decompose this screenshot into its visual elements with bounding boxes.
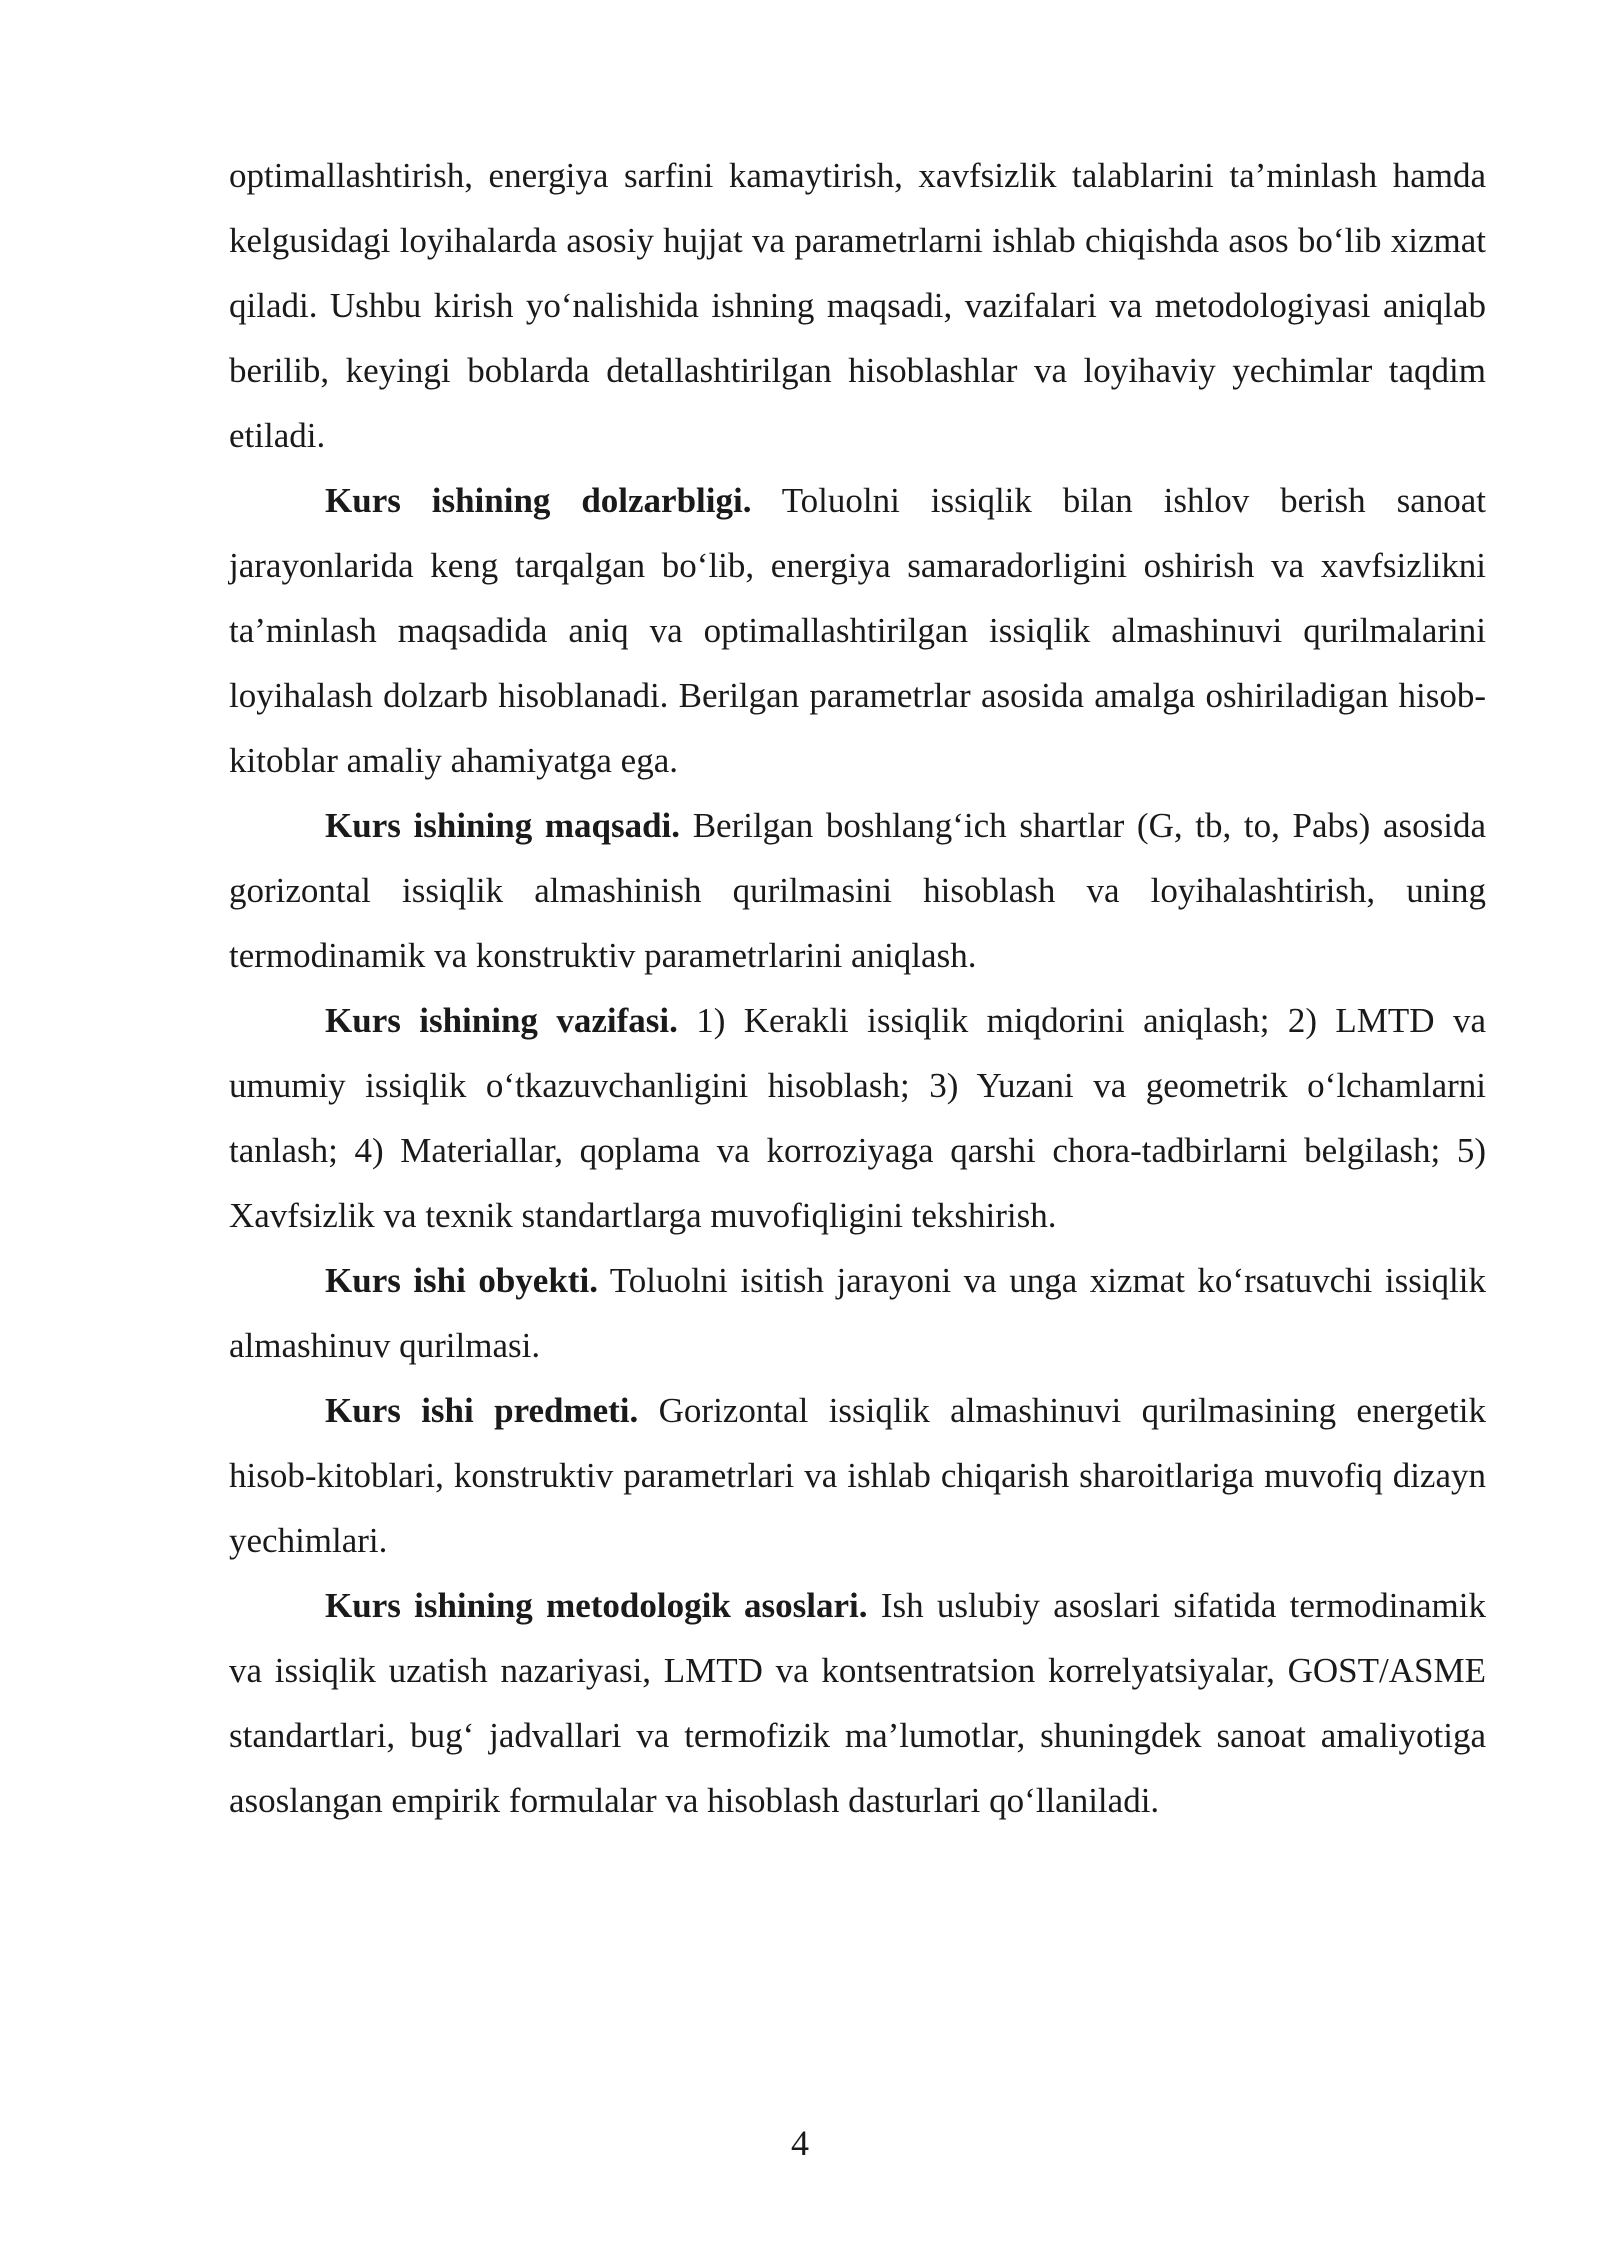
paragraph-heading: Kurs ishining maqsadi. xyxy=(325,806,681,845)
paragraph-text: Ish uslubiy asoslari sifatida termodinamik va issiqlik uzatish nazariyasi, LMTD va kontsentratsion korrelyatsiyalar, GOST/ASME standartlari, bug‘ jadvallari va termofizik ma’lumotlar, shuningdek sanoat amaliyotiga asoslangan empirik formulalar va hisoblash dasturlari qo‘llaniladi. xyxy=(229,1586,1487,1820)
paragraph-heading: Kurs ishining metodologik asoslari. xyxy=(325,1586,868,1625)
page-body xyxy=(229,143,1486,1833)
paragraph-subject xyxy=(229,1378,1486,1573)
paragraph-text: optimallashtirish, energiya sarfini kamaytirish, xavfsizlik talablarini ta’minlash hamda kelgusidagi loyihalarda asosiy hujjat va parametrlarni ishlab chiqishda asos bo‘lib xizmat qiladi. Ushbu kirish yo‘nalishida ishning maqsadi, vazifalari va metodologiyasi aniqlab berilib, keyingi boblarda detallashtirilgan hisoblashlar va loyihaviy yechimlar taqdim etiladi. xyxy=(229,156,1486,455)
paragraph-tasks xyxy=(229,988,1486,1248)
paragraph-heading: Kurs ishining dolzarbligi. xyxy=(325,481,752,520)
paragraph-text: Berilgan boshlang‘ich shartlar (G, tb, to, Pabs) asosida gorizontal issiqlik almashinish qurilmasini hisoblash va loyihalashtirish, uning termodinamik va konstruktiv parametrlarini aniqlash. xyxy=(229,806,1486,975)
paragraph-relevance xyxy=(229,468,1486,793)
paragraph-text: 1) Kerakli issiqlik miqdorini aniqlash; 2) LMTD va umumiy issiqlik o‘tkazuvchanligini hisoblash; 3) Yuzani va geometrik o‘lchamlarni tanlash; 4) Materiallar, qoplama va korroziyaga qarshi chora-tadbirlarni belgilash; 5) Xavfsizlik va texnik standartlarga muvofiqligini tekshirish. xyxy=(229,1001,1486,1235)
paragraph-intro-continuation xyxy=(229,143,1486,468)
paragraph-text: Gorizontal issiqlik almashinuvi qurilmasining energetik hisob-kitoblari, konstruktiv parametrlari va ishlab chiqarish sharoitlariga muvofiq dizayn yechimlari. xyxy=(229,1391,1486,1560)
paragraph-text: Toluolni isitish jarayoni va unga xizmat ko‘rsatuvchi issiqlik almashinuv qurilmasi. xyxy=(229,1261,1486,1365)
paragraph-heading: Kurs ishining vazifasi. xyxy=(325,1001,678,1040)
paragraph-methodology xyxy=(229,1573,1486,1833)
paragraph-text: Toluolni issiqlik bilan ishlov berish sanoat jarayonlarida keng tarqalgan bo‘lib, energiya samaradorligini oshirish va xavfsizlikni ta’minlash maqsadida aniq va optimallashtirilgan issiqlik almashinuvi qurilmalarini loyihalash dolzarb hisoblanadi. Berilgan parametrlar asosida amalga oshiriladigan hisob-kitoblar amaliy ahamiyatga ega. xyxy=(229,481,1486,780)
page-number: 4 xyxy=(791,2123,809,2163)
paragraph-heading: Kurs ishi obyekti. xyxy=(325,1261,598,1300)
paragraph-heading: Kurs ishi predmeti. xyxy=(325,1391,639,1430)
paragraph-goal xyxy=(229,793,1486,988)
paragraph-object xyxy=(229,1248,1486,1378)
